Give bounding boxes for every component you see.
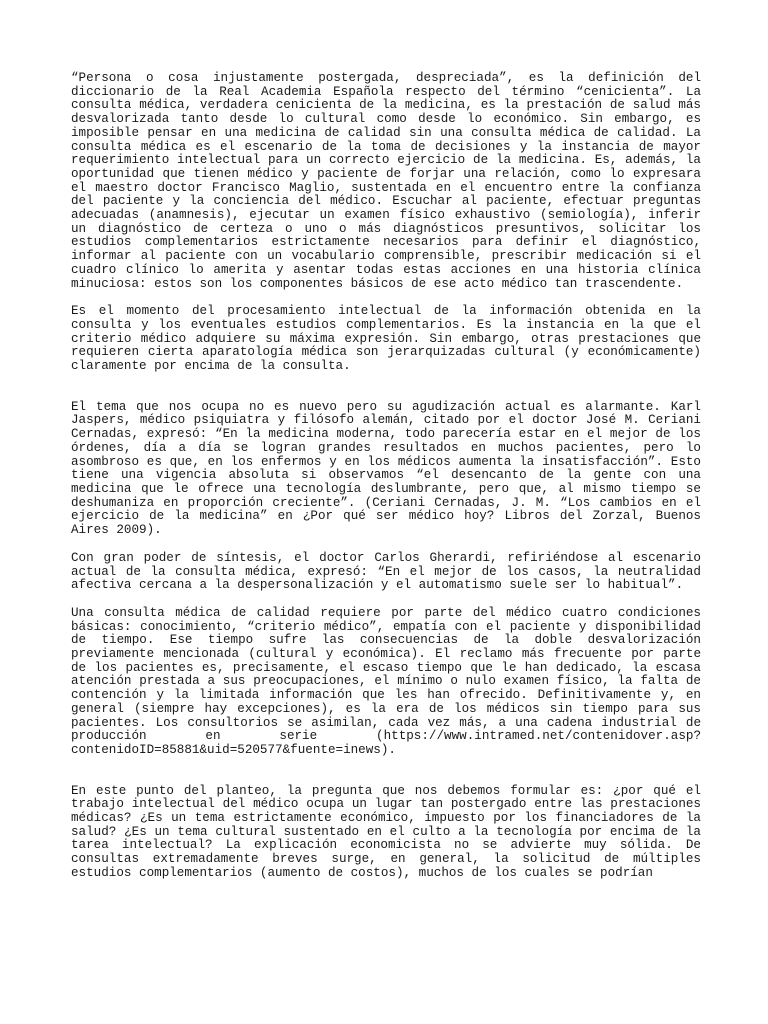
paragraph-1: “Persona o cosa injustamente postergada, despreciada”, es la definición del diccionario de la Real Academia Española respecto del término “cenicienta”. La consulta médica, verdadera cenicienta de la medicina, es la prestación de salud más desvalorizada tanto desde lo cultural como desde lo económico. Sin embargo, es imposible pensar en una medicina de calidad sin una consulta médica de calidad. La consulta médica es el escenario de la toma de decisiones y la instancia de mayor requerimiento intelectual para un correcto ejercicio de la medicina. Es, además, la oportunidad que tienen médico y paciente de forjar una relación, como lo expresara el maestro doctor Francisco Maglio, sustentada en el encuentro entre la confianza del paciente y la conciencia del médico. Escuchar al paciente, efectuar preguntas adecuadas (anamnesis), ejecutar un examen físico exhaustivo (semiología), inferir un diagnóstico de certeza o uno o más diagnósticos presuntivos, solicitar los estudios complementarios estrictamente necesarios para definir el diagnóstico, informar al paciente con un vocabulario comprensible, prescribir medicación si el cuadro clínico lo amerita y asentar todas estas acciones en una historia clínica minuciosa: estos son los componentes básicos de ese acto médico tan trascendente. <box>71 71 701 291</box>
paragraph-4: Con gran poder de síntesis, el doctor Carlos Gherardi, refiriéndose al escenario actual de la consulta médica, expresó: “En el mejor de los casos, la neutralidad afectiva cercana a la despersonalización y el automatismo suele ser lo habitual”. <box>71 550 701 593</box>
paragraph-3: El tema que nos ocupa no es nuevo pero su agudización actual es alarmante. Karl Jaspers, médico psiquiatra y filósofo alemán, citado por el doctor José M. Ceriani Cernadas, expresó: “En la medicina moderna, todo parecería estar en el mejor de los órdenes, día a día se logran grandes resultados en muchos pacientes, pero lo asombroso es que, en los enfermos y en los médicos aumenta la insatisfacción”. Esto tiene una vigencia absoluta si observamos “el desencanto de la gente con una medicina que le ofrece una tecnología deslumbrante, pero que, al mismo tiempo se deshumaniza en proporción creciente”. (Ceriani Cernadas, J. M. “Los cambios en el ejercicio de la medicina” en ¿Por qué ser médico hoy? Libros del Zorzal, Buenos Aires 2009). <box>71 399 701 538</box>
document-body <box>71 72 701 895</box>
paragraph-6: En este punto del planteo, la pregunta que nos debemos formular es: ¿por qué el trabajo intelectual del médico ocupa un lugar tan postergado entre las prestaciones médicas? ¿Es un tema estrictamente económico, impuesto por los financiadores de la salud? ¿Es un tema cultural sustentado en el culto a la tecnología por encima de la tarea intelectual? La explicación economicista no se advierte muy sólida. De consultas extremadamente breves surge, en general, la solicitud de múltiples estudios complementarios (aumento de costos), muchos de los cuales se podrían <box>71 783 701 880</box>
paragraph-2: Es el momento del procesamiento intelectual de la información obtenida en la consulta y los eventuales estudios complementarios. Es la instancia en la que el criterio médico adquiere su máxima expresión. Sin embargo, otras prestaciones que requieren cierta aparatología médica son jerarquizadas cultural (y económicamente) claramente por encima de la consulta. <box>71 304 701 374</box>
paragraph-5: Una consulta médica de calidad requiere por parte del médico cuatro condiciones básicas: conocimiento, “criterio médico”, empatía con el paciente y disponibilidad de tiempo. Ese tiempo sufre las consecuencias de la doble desvalorización previamente mencionada (cultural y económica). El reclamo más frecuente por parte de los pacientes es, precisamente, el escaso tiempo que le han dedicado, la escasa atención prestada a sus preocupaciones, el mínimo o nulo examen físico, la falta de contención y la limitada información que les han ofrecido. Definitivamente y, en general (siempre hay excepciones), es la era de los médicos sin tiempo para sus pacientes. Los consultorios se asimilan, cada vez más, a una cadena industrial de producción en serie (https://www.intramed.net/contenidover.asp?contenidoID=85881&uid=520577&fuente=inews). <box>71 605 701 757</box>
